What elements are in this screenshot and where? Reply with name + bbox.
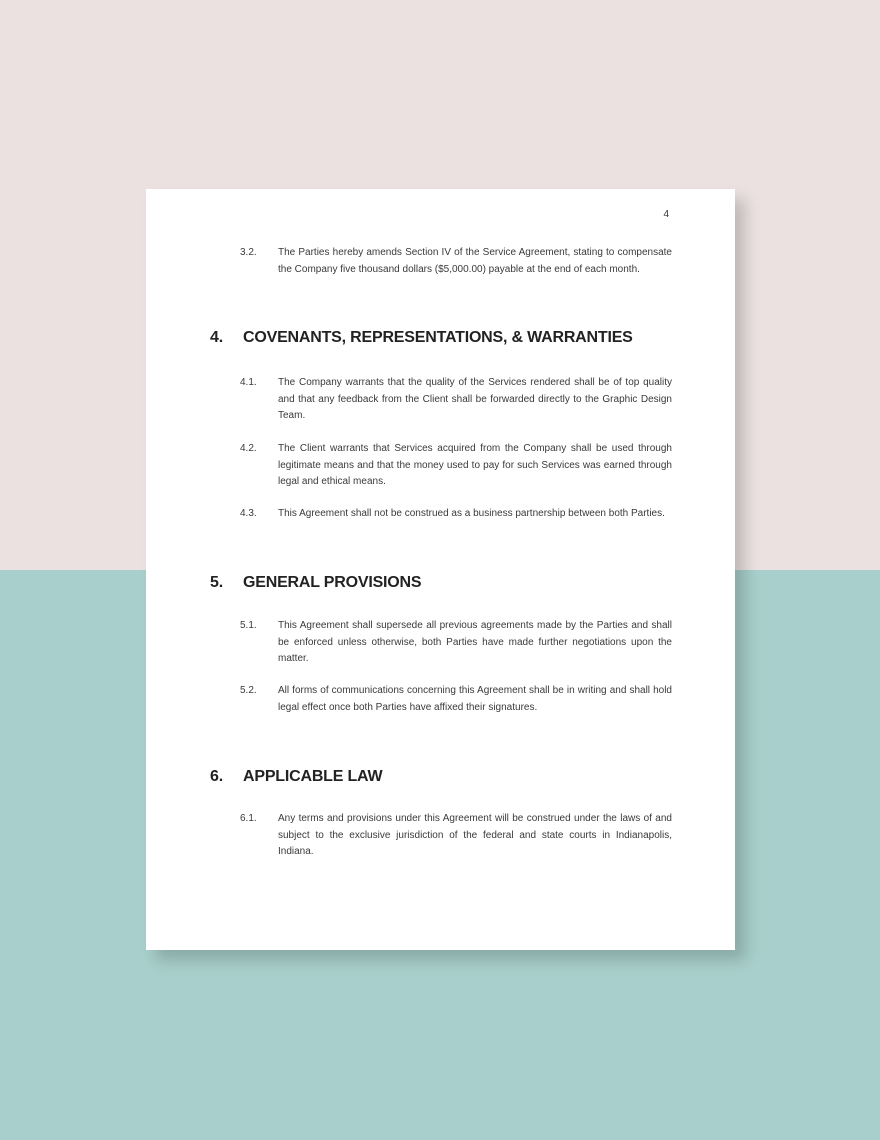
clause-text: This Agreement shall not be construed as a business partnership between both Parties. [278, 508, 665, 519]
section-title: COVENANTS, REPRESENTATIONS, & WARRANTIES [243, 329, 633, 346]
clause-number: 4.2. [240, 443, 257, 454]
clause-4-3 [240, 506, 672, 523]
clause-text: The Client warrants that Services acquired from the Company shall be used through legitimate means and that the money used to pay for such Services was earned through legal and ethical means. [278, 443, 672, 487]
clause-number: 4.1. [240, 377, 257, 388]
clause-text: Any terms and provisions under this Agreement will be construed under the laws of and subject to the exclusive jurisdiction of the federal and state courts in Indianapolis, Indiana. [278, 813, 672, 857]
section-heading-6 [210, 768, 382, 786]
section-number: 4. [210, 329, 223, 346]
clause-4-2 [240, 441, 672, 491]
section-heading-5 [210, 574, 421, 592]
clause-6-1 [240, 811, 672, 861]
clause-number: 6.1. [240, 813, 257, 824]
clause-text: All forms of communications concerning this Agreement shall be in writing and shall hold legal effect once both Parties have affixed their signatures. [278, 685, 672, 713]
clause-text: The Parties hereby amends Section IV of the Service Agreement, stating to compensate the Company five thousand dollars ($5,000.00) payable at the end of each month. [278, 247, 672, 275]
section-number: 5. [210, 574, 223, 591]
clause-4-1 [240, 375, 672, 425]
clause-text: This Agreement shall supersede all previous agreements made by the Parties and shall be enforced unless otherwise, both Parties have made further negotiations upon the matter. [278, 620, 672, 664]
clause-5-2 [240, 683, 672, 716]
clause-text: The Company warrants that the quality of the Services rendered shall be of top quality and that any feedback from the Client shall be forwarded directly to the Graphic Design Team. [278, 377, 672, 421]
section-number: 6. [210, 768, 223, 785]
clause-number: 5.2. [240, 685, 257, 696]
clause-number: 4.3. [240, 508, 257, 519]
clause-number: 5.1. [240, 620, 257, 631]
document-page [146, 189, 735, 950]
clause-3-2 [240, 245, 672, 278]
page-number: 4 [663, 209, 669, 220]
section-title: APPLICABLE LAW [243, 768, 383, 785]
clause-5-1 [240, 618, 672, 668]
section-title: GENERAL PROVISIONS [243, 574, 422, 591]
clause-number: 3.2. [240, 247, 257, 258]
section-heading-4 [210, 329, 633, 347]
